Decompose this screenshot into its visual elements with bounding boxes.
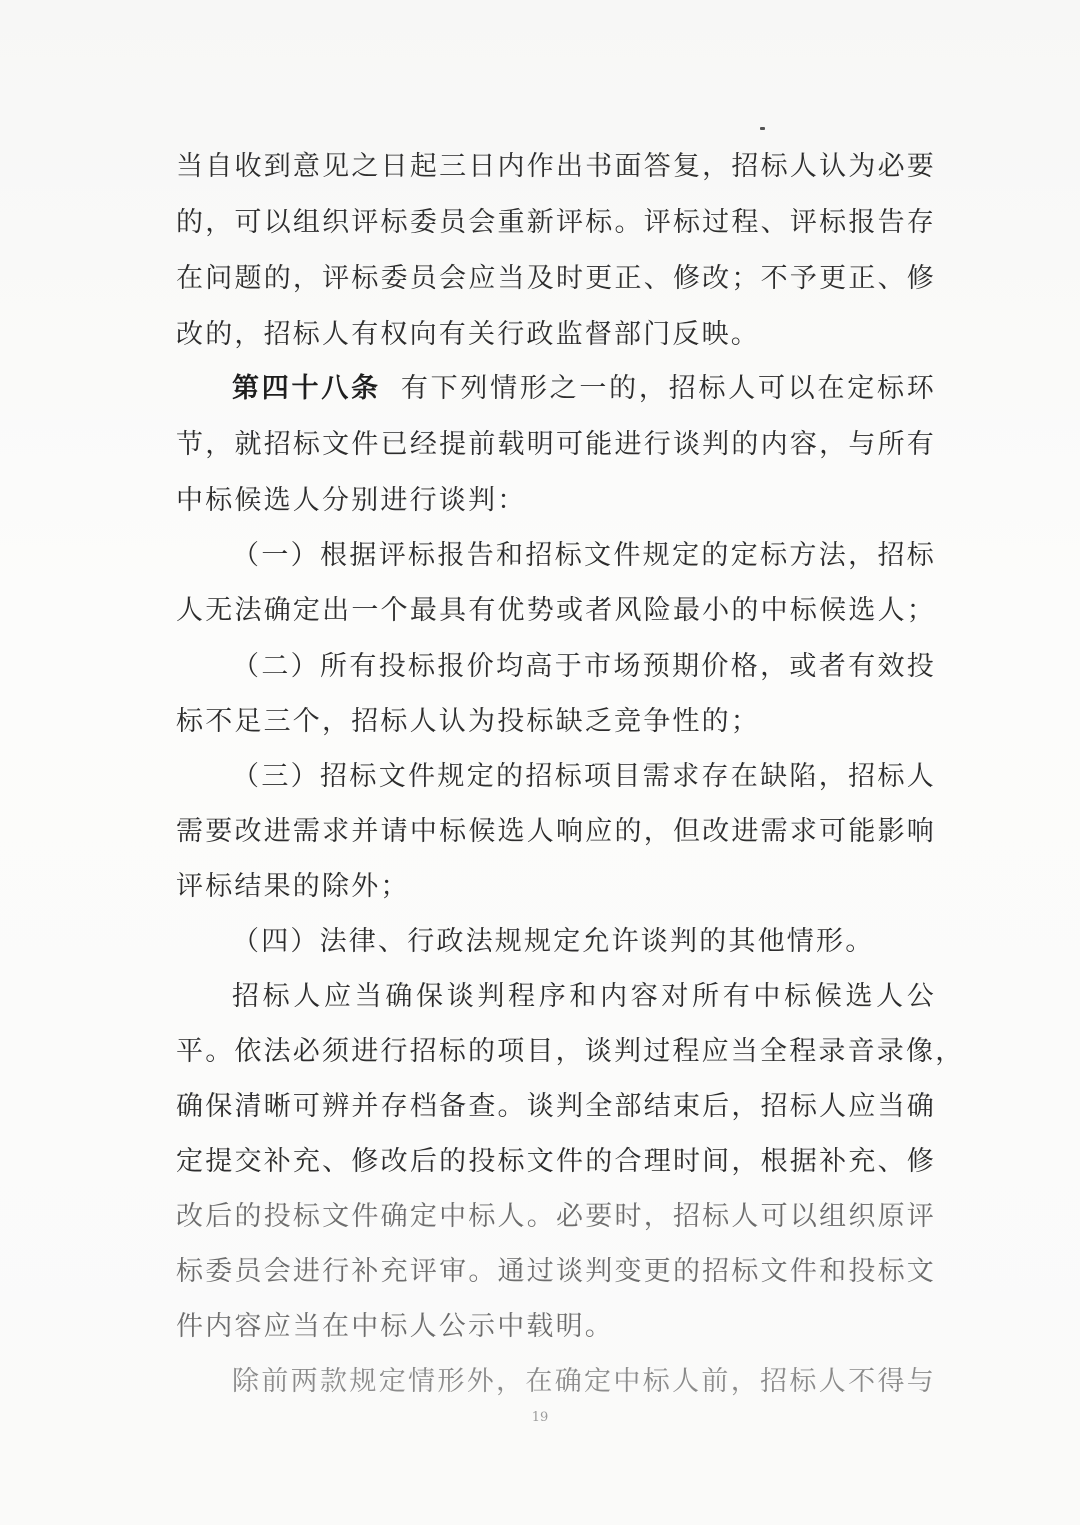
text-line: 人无法确定出一个最具有优势或者风险最小的中标候选人；	[176, 595, 936, 626]
text-line: 确保清晰可辨并存档备查。谈判全部结束后，招标人应当确	[176, 1091, 936, 1122]
list-item-2: （二）所有投标报价均高于市场预期价格，或者有效投	[232, 651, 936, 682]
page-number: 19	[531, 1410, 549, 1425]
text-line: 在问题的，评标委员会应当及时更正、修改；不予更正、修	[176, 263, 936, 294]
list-item-4: （四）法律、行政法规规定允许谈判的其他情形。	[232, 926, 875, 957]
article-text: 有下列情形之一的，招标人可以在定标环	[400, 373, 937, 404]
text-line: 标委员会进行补充评审。通过谈判变更的招标文件和投标文	[176, 1256, 936, 1287]
text-line: 节，就招标文件已经提前载明可能进行谈判的内容，与所有	[176, 429, 936, 460]
text-line: 改的，招标人有权向有关行政监督部门反映。	[176, 319, 760, 350]
article-heading: 第四十八条	[232, 373, 381, 404]
text-line: 招标人应当确保谈判程序和内容对所有中标候选人公	[232, 981, 936, 1012]
text-line: 平。依法必须进行招标的项目，谈判过程应当全程录音录像，	[176, 1036, 965, 1067]
text-line: 除前两款规定情形外，在确定中标人前，招标人不得与	[232, 1366, 936, 1397]
text-line: 当自收到意见之日起三日内作出书面答复，招标人认为必要	[176, 151, 936, 182]
text-line: 定提交补充、修改后的投标文件的合理时间，根据补充、修	[176, 1146, 936, 1177]
text-line: 的，可以组织评标委员会重新评标。评标过程、评标报告存	[176, 207, 936, 238]
text-line: 评标结果的除外；	[176, 871, 410, 902]
text-line: 件内容应当在中标人公示中载明。	[176, 1311, 614, 1342]
text-line: 需要改进需求并请中标候选人响应的，但改进需求可能影响	[176, 816, 936, 847]
article-48-first-line	[232, 369, 936, 409]
list-item-3: （三）招标文件规定的招标项目需求存在缺陷，招标人	[232, 761, 936, 792]
list-item-1: （一）根据评标报告和招标文件规定的定标方法，招标	[232, 540, 936, 571]
text-line: 改后的投标文件确定中标人。必要时，招标人可以组织原评	[176, 1201, 936, 1232]
scan-mark	[760, 127, 765, 130]
text-line: 标不足三个，招标人认为投标缺乏竞争性的；	[176, 706, 760, 737]
text-line: 中标候选人分别进行谈判：	[176, 485, 527, 516]
